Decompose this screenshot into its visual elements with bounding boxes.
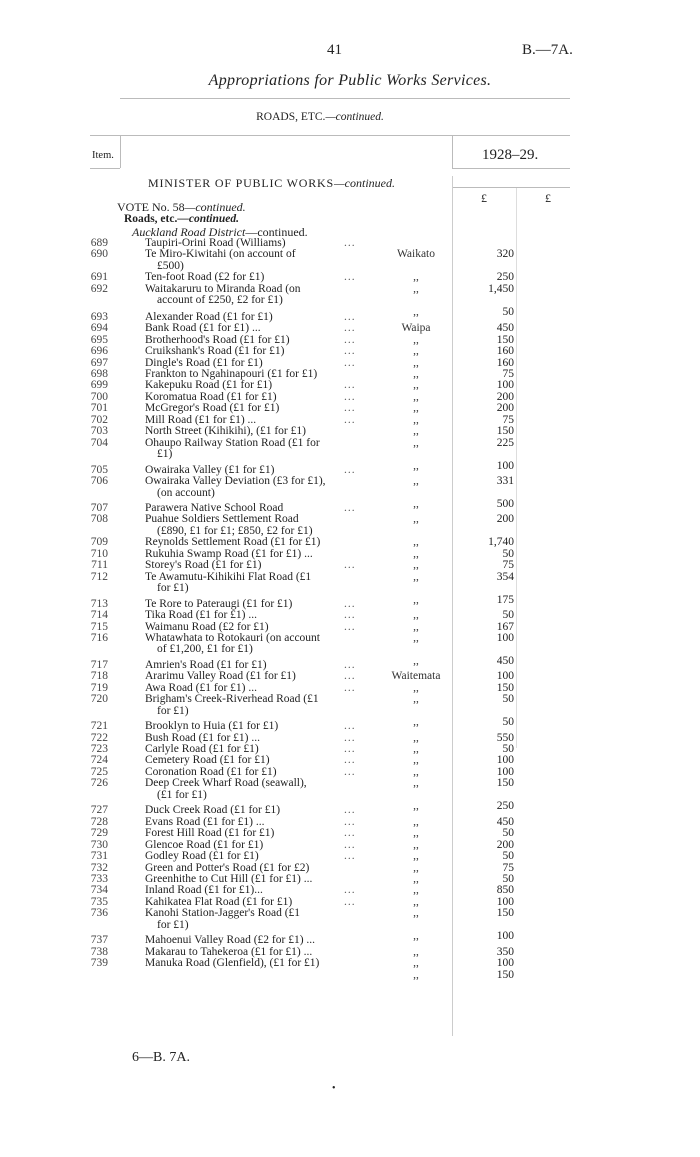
district-name: Waikato <box>396 248 436 261</box>
item-number: 712 <box>90 570 108 583</box>
road-description-line: Ohaupo Railway Station Road (£1 for <box>145 436 320 449</box>
item-number: 736 <box>90 907 108 920</box>
title-rule <box>120 98 570 99</box>
road-description-line: Ararimu Valley Road (£1 for £1) <box>145 670 296 683</box>
road-description-continuation: of £1,200, £1 for £1) <box>157 643 253 656</box>
leader-dots: ... <box>344 501 356 514</box>
minister-heading <box>148 176 395 191</box>
road-description-line: Waimanu Road (£2 for £1) <box>145 620 269 633</box>
item-number: 734 <box>90 884 108 897</box>
road-description-line: Forest Hill Road (£1 for £1) <box>145 827 275 840</box>
amount: 200 <box>496 390 514 403</box>
district-name: ,, <box>413 861 419 874</box>
item-number: 725 <box>90 765 108 778</box>
roads-heading-continued: —continued. <box>177 213 240 225</box>
item-number: 698 <box>90 367 108 380</box>
year-column-header: 1928–29. <box>482 147 539 163</box>
road-description-line: Coronation Road (£1 for £1) <box>145 765 277 778</box>
amount: 50 <box>502 850 514 863</box>
road-description <box>145 908 360 931</box>
road-description-line: Amrien's Road (£1 for £1) <box>145 658 267 671</box>
district-name: ,, <box>413 754 419 767</box>
amount: 200 <box>496 838 514 851</box>
item-number: 702 <box>90 413 108 426</box>
table-top-rule <box>90 135 570 136</box>
year-header-rule <box>452 168 570 169</box>
road-description-line: Brotherhood's Road (£1 for £1) <box>145 333 290 346</box>
leader-dots: ... <box>344 345 356 358</box>
pound-sign-column-2: £ <box>545 191 551 205</box>
item-number: 708 <box>90 513 108 526</box>
item-number: 721 <box>90 720 108 733</box>
printer-mark: • <box>332 1083 336 1094</box>
amount: 354 <box>496 570 514 583</box>
amount: 75 <box>502 367 514 380</box>
district-name: ,, <box>413 731 419 744</box>
amount: 250 <box>496 271 514 284</box>
road-description <box>145 633 360 656</box>
district-name: ,, <box>413 459 419 472</box>
item-number: 707 <box>90 501 108 514</box>
district-name: ,, <box>413 547 419 560</box>
road-description-line: Mill Road (£1 for £1) ... <box>145 413 257 426</box>
road-description-line: Te Miro-Kiwitahi (on account of <box>145 248 296 261</box>
amount: 167 <box>496 620 514 633</box>
leader-dots: ... <box>344 620 356 633</box>
item-number: 695 <box>90 333 108 346</box>
road-description-line: North Street (Kihikihi), (£1 for £1) <box>145 425 306 438</box>
district-name: ,, <box>413 593 419 606</box>
district-name: ,, <box>413 693 419 706</box>
amount: 150 <box>496 333 514 346</box>
road-description-line: Brigham's Creek-Riverhead Road (£1 <box>145 693 319 706</box>
leader-dots: ... <box>344 658 356 671</box>
road-description-line: Koromatua Road (£1 for £1) <box>145 390 277 403</box>
leader-dots: ... <box>344 463 356 476</box>
amount: 450 <box>496 815 514 828</box>
district-name: ,, <box>413 850 419 863</box>
road-description <box>145 514 360 537</box>
amount: 75 <box>502 413 514 426</box>
district-name: ,, <box>413 800 419 813</box>
road-description-continuation: for £1) <box>157 704 189 717</box>
vote-heading-continued: —continued. <box>184 200 246 214</box>
road-description-line: Evans Road (£1 for £1) ... <box>145 815 265 828</box>
road-description-line: Owairaka Valley (£1 for £1) <box>145 463 275 476</box>
item-number: 716 <box>90 631 108 644</box>
item-number: 727 <box>90 804 108 817</box>
item-number: 689 <box>90 237 108 249</box>
item-number: 693 <box>90 310 108 323</box>
item-number: 694 <box>90 322 108 335</box>
item-number: 706 <box>90 475 108 488</box>
district-name: ,, <box>413 681 419 694</box>
district-name: ,, <box>413 559 419 572</box>
district-name: ,, <box>413 282 419 295</box>
leader-dots: ... <box>344 271 356 284</box>
amount: 150 <box>496 681 514 694</box>
district-name: ,, <box>413 333 419 346</box>
item-number: 738 <box>90 945 108 958</box>
road-description-line: Manuka Road (Glenfield), (£1 for £1) <box>145 957 320 970</box>
roads-heading <box>124 213 239 225</box>
item-number: 731 <box>90 850 108 863</box>
item-number: 735 <box>90 895 108 908</box>
district-name: ,, <box>413 402 419 415</box>
item-number: 733 <box>90 873 108 886</box>
road-description-line: Kanohi Station-Jagger's Road (£1 <box>145 907 301 920</box>
leader-dots: ... <box>344 670 356 683</box>
road-description-continuation: (£1 for £1) <box>157 788 207 801</box>
leader-dots: ... <box>344 731 356 744</box>
amount: 550 <box>496 731 514 744</box>
leader-dots: ... <box>344 754 356 767</box>
footer-code: 6—B. 7A. <box>132 1050 190 1065</box>
amount: 50 <box>502 305 514 318</box>
appropriation-rows <box>0 237 640 981</box>
district-name: ,, <box>413 777 419 790</box>
item-number: 714 <box>90 609 108 622</box>
road-description-continuation: for £1) <box>157 918 189 931</box>
amount: 100 <box>496 459 514 472</box>
district-name: ,, <box>413 345 419 358</box>
leader-dots: ... <box>344 356 356 369</box>
district-name: ,, <box>413 957 419 970</box>
district-name: ,, <box>413 367 419 380</box>
amount: 50 <box>502 873 514 886</box>
district-name: ,, <box>413 716 419 729</box>
item-number: 704 <box>90 436 108 449</box>
amount: 160 <box>496 345 514 358</box>
road-description-line: Storey's Road (£1 for £1) <box>145 559 262 572</box>
item-number: 701 <box>90 402 108 415</box>
road-description-line: Parawera Native School Road <box>145 501 284 514</box>
item-number: 737 <box>90 934 108 947</box>
amount: 150 <box>496 425 514 438</box>
section-heading-continued: —continued. <box>325 111 384 123</box>
district-heading-text: Auckland Road District <box>132 225 246 239</box>
leader-dots: ... <box>344 413 356 426</box>
leader-dots: ... <box>344 838 356 851</box>
amount: 331 <box>496 475 514 488</box>
amount: 50 <box>502 827 514 840</box>
leader-dots: ... <box>344 895 356 908</box>
district-name: ,, <box>413 475 419 488</box>
amount: 50 <box>502 609 514 622</box>
road-description-line: Frankton to Ngahinapouri (£1 for £1) <box>145 367 318 380</box>
item-number: 697 <box>90 356 108 369</box>
amount: 75 <box>502 559 514 572</box>
district-name: ,, <box>413 570 419 583</box>
amount: 200 <box>496 402 514 415</box>
road-description-line: Bank Road (£1 for £1) ... <box>145 322 261 335</box>
amount: 100 <box>496 930 514 943</box>
item-number: 726 <box>90 777 108 790</box>
amount: 100 <box>496 957 514 970</box>
item-number: 705 <box>90 463 108 476</box>
road-description <box>145 778 360 801</box>
road-description-line: Ten-foot Road (£2 for £1) <box>145 271 265 284</box>
road-description-continuation: for £1) <box>157 582 189 595</box>
district-name: ,, <box>413 765 419 778</box>
district-name: ,, <box>413 536 419 549</box>
road-description-line: Puahue Soldiers Settlement Road <box>145 513 299 526</box>
leader-dots: ... <box>344 765 356 778</box>
district-name: Waipa <box>401 322 431 335</box>
leader-dots: ... <box>344 804 356 817</box>
road-description-line: Rukuhia Swamp Road (£1 for £1) ... <box>145 547 313 560</box>
road-description-line: Te Awamutu-Kihikihi Flat Road (£1 <box>145 570 312 583</box>
item-number: 719 <box>90 681 108 694</box>
road-description-line: Taupiri-Orini Road (Williams) <box>145 237 286 249</box>
road-description-continuation: (on account) <box>157 486 215 499</box>
road-description-continuation: £500) <box>157 259 184 272</box>
amount: 100 <box>496 765 514 778</box>
road-description-line: Kahikatea Flat Road (£1 for £1) <box>145 895 293 908</box>
vote-heading-text: VOTE No. 58 <box>117 200 185 214</box>
item-header-rule <box>90 168 120 169</box>
district-name: ,, <box>413 815 419 828</box>
item-number: 691 <box>90 271 108 284</box>
road-description-line: Te Rore to Pateraugi (£1 for £1) <box>145 597 293 610</box>
district-name: ,, <box>413 413 419 426</box>
leader-dots: ... <box>344 310 356 323</box>
item-number: 699 <box>90 379 108 392</box>
district-name: ,, <box>413 390 419 403</box>
road-description-line: Greenhithe to Cut Hill (£1 for £1) ... <box>145 873 313 886</box>
road-description-line: Reynolds Settlement Road (£1 for £1) <box>145 536 321 549</box>
amount: 160 <box>496 356 514 369</box>
amount: 50 <box>502 716 514 729</box>
item-number: 717 <box>90 658 108 671</box>
road-description-line: Green and Potter's Road (£1 for £2) <box>145 861 310 874</box>
leader-dots: ... <box>344 322 356 335</box>
amount: 50 <box>502 547 514 560</box>
district-name: ,, <box>413 827 419 840</box>
item-number: 728 <box>90 815 108 828</box>
road-description-line: Cemetery Road (£1 for £1) <box>145 754 270 767</box>
leader-dots: ... <box>344 379 356 392</box>
road-description <box>145 438 360 461</box>
item-number: 730 <box>90 838 108 851</box>
leader-dots: ... <box>344 681 356 694</box>
item-number: 715 <box>90 620 108 633</box>
section-heading <box>0 111 640 123</box>
road-description-line: Bush Road (£1 for £1) ... <box>145 731 260 744</box>
road-description <box>145 249 360 272</box>
leader-dots: ... <box>344 743 356 756</box>
road-description-line: Alexander Road (£1 for £1) <box>145 310 273 323</box>
road-description-line: Duck Creek Road (£1 for £1) <box>145 804 281 817</box>
item-number: 713 <box>90 597 108 610</box>
amount: 75 <box>502 861 514 874</box>
amount: 50 <box>502 693 514 706</box>
amount: 500 <box>496 497 514 510</box>
amount: 850 <box>496 884 514 897</box>
amount: 320 <box>496 248 514 261</box>
road-description <box>145 476 360 499</box>
item-number: 700 <box>90 390 108 403</box>
amount: 250 <box>496 800 514 813</box>
district-name: ,, <box>413 609 419 622</box>
leader-dots: ... <box>344 720 356 733</box>
item-column-header: Item. <box>92 150 114 161</box>
item-number: 729 <box>90 827 108 840</box>
amount: 200 <box>496 513 514 526</box>
road-description <box>145 284 360 307</box>
amount: 175 <box>496 593 514 606</box>
item-number: 739 <box>90 957 108 970</box>
item-number: 690 <box>90 248 108 261</box>
district-name: ,, <box>413 654 419 667</box>
amount: 150 <box>496 777 514 790</box>
road-description-line: Inland Road (£1 for £1)... <box>145 884 263 897</box>
district-name: ,, <box>413 895 419 908</box>
road-description-line: Mahoenui Valley Road (£2 for £1) ... <box>145 934 316 947</box>
district-name: ,, <box>413 305 419 318</box>
section-heading-text: ROADS, ETC. <box>256 111 326 123</box>
item-number: 709 <box>90 536 108 549</box>
road-description-line: Tika Road (£1 for £1) ... <box>145 609 258 622</box>
district-name: ,, <box>413 838 419 851</box>
leader-dots: ... <box>344 333 356 346</box>
amount: 150 <box>496 907 514 920</box>
item-number: 703 <box>90 425 108 438</box>
road-description-line: Glencoe Road (£1 for £1) <box>145 838 264 851</box>
item-number: 710 <box>90 547 108 560</box>
leader-dots: ... <box>344 850 356 863</box>
leader-dots: ... <box>344 827 356 840</box>
district-name: ,, <box>413 620 419 633</box>
district-name: ,, <box>413 968 419 981</box>
district-name: ,, <box>413 425 419 438</box>
district-name: ,, <box>413 379 419 392</box>
item-number: 722 <box>90 731 108 744</box>
amount-header-rule <box>452 187 570 188</box>
road-description-continuation: account of £250, £2 for £1) <box>157 294 283 307</box>
amount: 450 <box>496 654 514 667</box>
district-name: ,, <box>413 907 419 920</box>
district-name: ,, <box>413 743 419 756</box>
amount: 100 <box>496 631 514 644</box>
item-number: 724 <box>90 754 108 767</box>
district-name: ,, <box>413 945 419 958</box>
district-name: ,, <box>413 513 419 526</box>
page-title: Appropriations for Public Works Services. <box>208 72 492 89</box>
table-row <box>0 957 640 981</box>
leader-dots: ... <box>344 559 356 572</box>
amount: 350 <box>496 945 514 958</box>
item-number: 723 <box>90 743 108 756</box>
road-description <box>145 572 360 595</box>
amount: 100 <box>496 895 514 908</box>
leader-dots: ... <box>344 390 356 403</box>
district-name: ,, <box>413 930 419 943</box>
road-description-line: Deep Creek Wharf Road (seawall), <box>145 777 307 790</box>
leader-dots: ... <box>344 597 356 610</box>
amount: 450 <box>496 322 514 335</box>
item-number: 732 <box>90 861 108 874</box>
road-description <box>145 694 360 717</box>
road-description-continuation: (£890, £1 for £1; £850, £2 for £1) <box>157 524 313 537</box>
amount: 100 <box>496 754 514 767</box>
amount: 1,740 <box>488 536 514 549</box>
page-number: 41 <box>327 42 342 58</box>
district-name: Waitemata <box>391 670 441 683</box>
leader-dots: ... <box>344 609 356 622</box>
amount: 100 <box>496 379 514 392</box>
roads-heading-text: Roads, etc. <box>124 213 178 225</box>
document-code: B.—7A. <box>522 42 573 58</box>
item-number: 720 <box>90 693 108 706</box>
item-number: 711 <box>91 559 108 572</box>
minister-heading-text: MINISTER OF PUBLIC WORKS <box>148 176 334 190</box>
district-name: ,, <box>413 271 419 284</box>
year-column-divider <box>452 136 453 168</box>
road-description-line: Dingle's Road (£1 for £1) <box>145 356 263 369</box>
road-description-line: Waitakaruru to Miranda Road (on <box>145 282 301 295</box>
road-description-line: Carlyle Road (£1 for £1) <box>145 743 259 756</box>
amount: 100 <box>496 670 514 683</box>
amount: 150 <box>496 968 514 981</box>
item-number: 696 <box>90 345 108 358</box>
item-number: 718 <box>90 670 108 683</box>
amount: 50 <box>502 743 514 756</box>
leader-dots: ... <box>344 237 356 249</box>
pound-sign-column-1: £ <box>481 191 487 205</box>
road-description-line: Cruikshank's Road (£1 for £1) <box>145 345 285 358</box>
leader-dots: ... <box>344 815 356 828</box>
district-name: ,, <box>413 631 419 644</box>
district-name: ,, <box>413 884 419 897</box>
leader-dots: ... <box>344 402 356 415</box>
district-name: ,, <box>413 356 419 369</box>
district-heading-continued: —continued. <box>245 225 308 239</box>
amount: 1,450 <box>488 282 514 295</box>
district-name: ,, <box>413 436 419 449</box>
road-description-line: Owairaka Valley Deviation (£3 for £1), <box>145 475 326 488</box>
item-number: 692 <box>90 282 108 295</box>
road-description-line: Whatawhata to Rotokauri (on account <box>145 631 320 644</box>
item-column-divider <box>120 136 121 168</box>
district-name: ,, <box>413 497 419 510</box>
district-name: ,, <box>413 873 419 886</box>
road-description-line: Makarau to Tahekeroa (£1 for £1) ... <box>145 945 313 958</box>
road-description-line: Kakepuku Road (£1 for £1) <box>145 379 273 392</box>
road-description-line: McGregor's Road (£1 for £1) <box>145 402 280 415</box>
road-description-continuation: £1) <box>157 448 173 461</box>
minister-heading-continued: —continued. <box>334 176 395 190</box>
road-description-line: Godley Road (£1 for £1) <box>145 850 259 863</box>
leader-dots: ... <box>344 884 356 897</box>
road-description-line: Awa Road (£1 for £1) ... <box>145 681 258 694</box>
amount: 225 <box>496 436 514 449</box>
road-description-line: Brooklyn to Huia (£1 for £1) <box>145 720 279 733</box>
road-description <box>145 958 360 969</box>
